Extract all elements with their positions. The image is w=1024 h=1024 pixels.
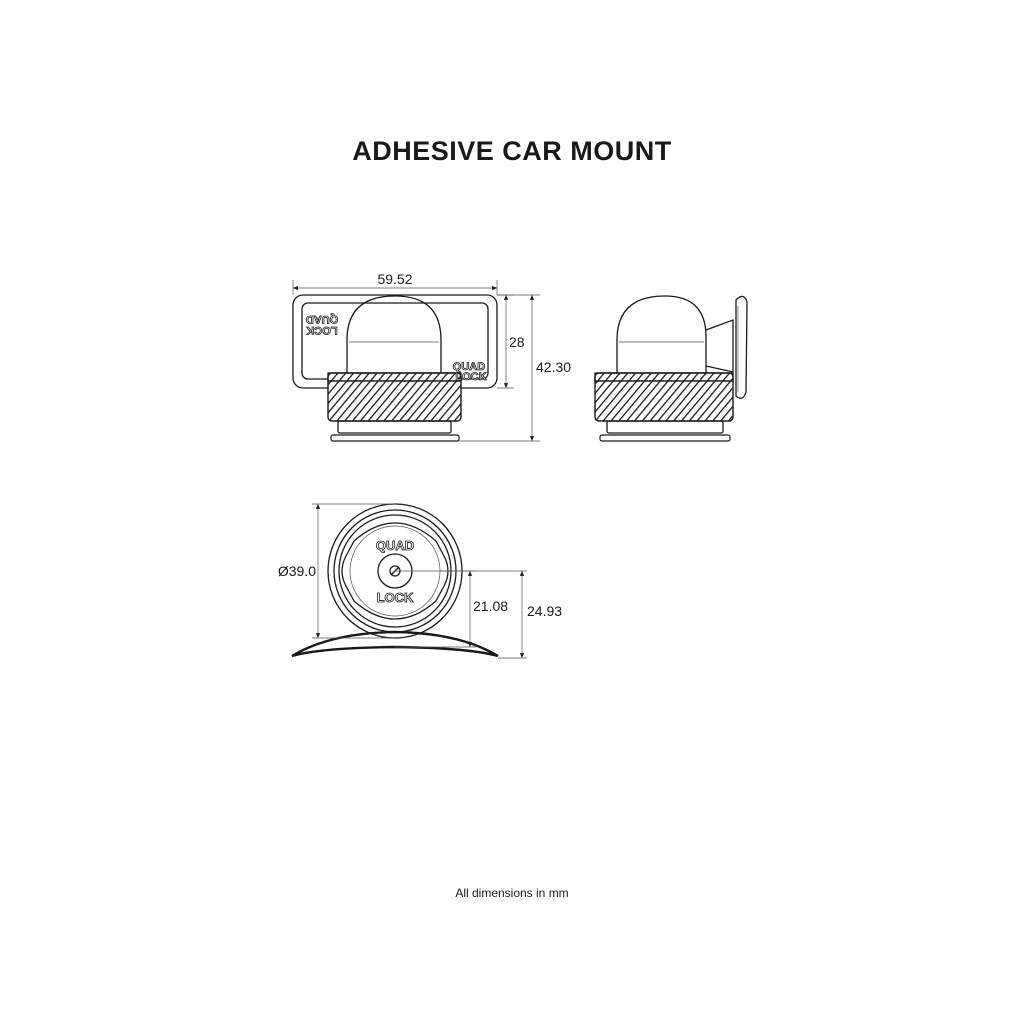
side-knurled-ring — [595, 373, 733, 421]
base-foot — [331, 435, 459, 441]
quad-lock-logo-front — [453, 361, 487, 383]
side-arm — [706, 320, 733, 372]
front-view — [293, 271, 571, 441]
page-title: ADHESIVE CAR MOUNT — [352, 136, 672, 166]
dim-base-height: 24.93 — [527, 603, 563, 619]
dim-head-height: 28 — [509, 334, 525, 350]
logo-lock: LOCK — [376, 590, 414, 605]
dim-width: 59.52 — [377, 271, 413, 287]
adhesive-base — [292, 632, 498, 656]
base-collar — [338, 421, 451, 433]
svg-text:QUAD: QUAD — [452, 361, 486, 373]
dome — [347, 296, 441, 374]
svg-text:LOCK: LOCK — [455, 371, 487, 383]
svg-text:LOCK: LOCK — [306, 324, 338, 336]
top-view — [278, 504, 562, 658]
dim-center-height: 21.08 — [473, 598, 509, 614]
svg-text:QUAD: QUAD — [305, 313, 339, 325]
knurled-ring — [328, 373, 461, 421]
units-note: All dimensions in mm — [455, 886, 569, 900]
logo-quad: QUAD — [375, 538, 415, 553]
dim-diameter: Ø39.0 — [277, 563, 316, 579]
side-view — [595, 296, 747, 441]
quad-lock-logo-mirrored — [306, 313, 338, 336]
dim-total-height: 42.30 — [536, 359, 572, 375]
side-dome — [617, 296, 706, 374]
side-base-foot — [600, 435, 730, 441]
